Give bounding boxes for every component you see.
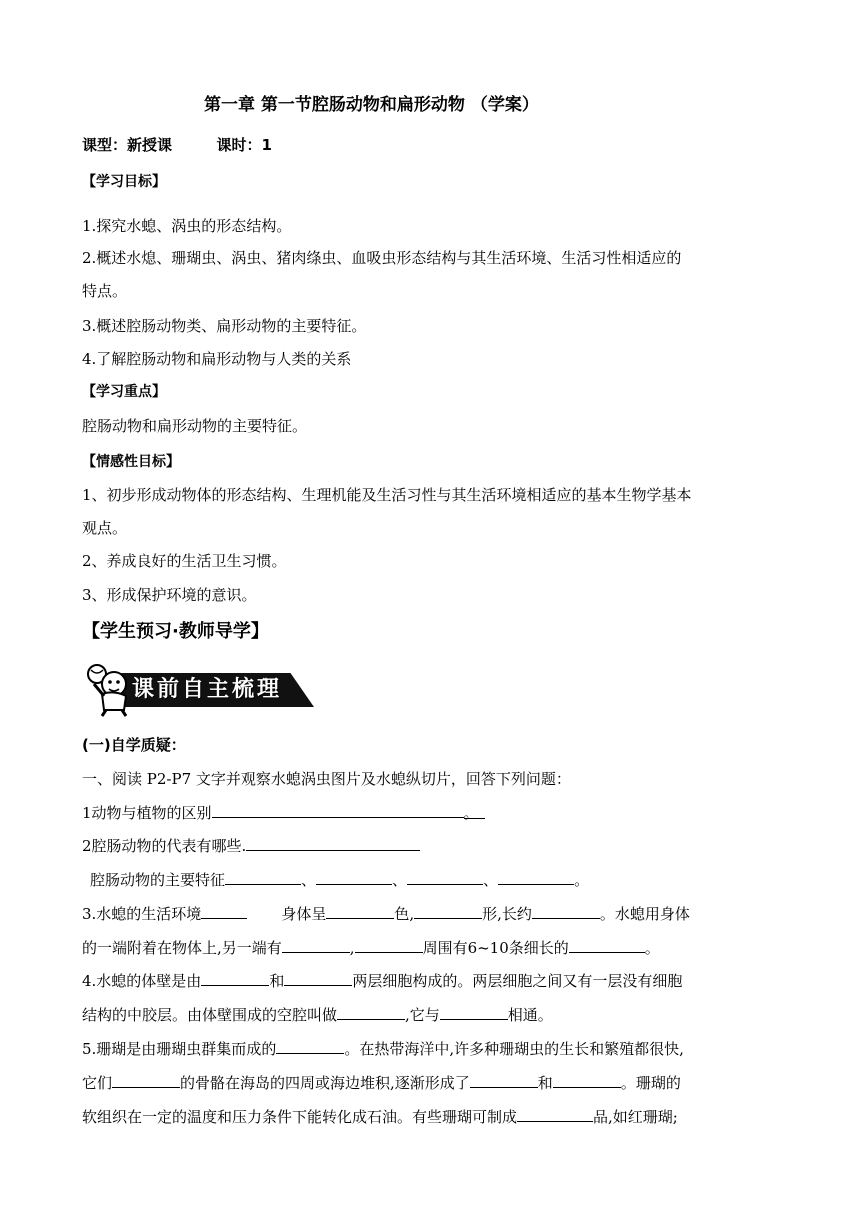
- question-text: 它们: [82, 1074, 113, 1092]
- question-4-line-2: [82, 1004, 553, 1025]
- answer-blank[interactable]: [569, 937, 645, 953]
- question-5-line-1: [82, 1038, 684, 1059]
- question-3-line-1: [82, 903, 690, 924]
- question-4-line-1: [82, 970, 682, 991]
- question-text: 结构的中胶层。由体壁围成的空腔叫做: [82, 1006, 338, 1024]
- question-text: 5.珊瑚是由珊瑚虫群集而成的: [82, 1040, 277, 1058]
- course-type: 课型：新授课: [82, 136, 173, 154]
- badge-label: 课前自主梳理: [132, 677, 283, 702]
- separator: 、: [301, 871, 317, 889]
- answer-blank-end: [463, 803, 485, 822]
- question-text: 。: [644, 939, 660, 957]
- question-text: 和: [269, 972, 285, 990]
- self-study-intro: 一、阅读 P2-P7 文字并观察水螅涡虫图片及水螅纵切片，回答下列问题：: [82, 770, 571, 788]
- answer-blank[interactable]: [212, 802, 464, 818]
- affective-item: 1、初步形成动物体的形态结构、生理机能及生活习性与其生活环境相适应的基本生物学基本: [82, 486, 692, 504]
- question-text: 色,: [394, 905, 415, 923]
- section-badge: [82, 660, 318, 718]
- answer-blank[interactable]: [316, 869, 392, 885]
- question-2: [82, 835, 420, 856]
- key-points-text: 腔肠动物和扁形动物的主要特征。: [82, 417, 308, 435]
- affective-item: 3、形成保护环境的意识。: [82, 586, 257, 604]
- question-1: [82, 802, 485, 823]
- self-study-heading: (一)自学质疑：: [82, 736, 186, 754]
- answer-blank[interactable]: [337, 1004, 405, 1020]
- question-5-line-2: [82, 1072, 681, 1093]
- question-text: 3.水螅的生活环境: [82, 905, 202, 923]
- objective-item: 3.概述腔肠动物类、扁形动物的主要特征。: [82, 317, 367, 335]
- question-text: 和: [537, 1074, 553, 1092]
- mascot-icon: [82, 660, 138, 718]
- objective-item: 特点。: [82, 282, 128, 300]
- answer-blank[interactable]: [414, 903, 482, 919]
- question-text: ,: [349, 939, 355, 957]
- objectives-heading: 【学习目标】: [82, 174, 166, 190]
- answer-blank[interactable]: [201, 970, 269, 986]
- question-text: 身体呈: [281, 905, 327, 923]
- question-text: 的骨骼在海岛的四周或海边堆积,逐渐形成了: [180, 1074, 470, 1092]
- affective-item: 观点。: [82, 519, 128, 537]
- answer-blank[interactable]: [440, 1004, 508, 1020]
- question-5-line-3: [82, 1106, 678, 1127]
- separator: 、: [483, 871, 499, 889]
- answer-blank[interactable]: [326, 903, 394, 919]
- affective-heading: 【情感性目标】: [82, 454, 180, 470]
- answer-blank[interactable]: [470, 1072, 538, 1088]
- answer-blank[interactable]: [276, 1038, 344, 1054]
- question-2b: [90, 869, 589, 890]
- question-text: 周围有6~10条细长的: [422, 939, 569, 957]
- question-text: 1动物与植物的区别: [82, 804, 212, 822]
- question-text: 。在热带海洋中,许多种珊瑚虫的生长和繁殖都很快,: [344, 1040, 684, 1058]
- question-text: 。珊瑚的: [620, 1074, 681, 1092]
- page-title: 第一章 第一节腔肠动物和扁形动物 （学案）: [204, 95, 539, 115]
- preview-heading: 【学生预习·教师导学】: [82, 621, 269, 642]
- question-text: 形,长约: [482, 905, 532, 923]
- answer-blank[interactable]: [284, 970, 352, 986]
- answer-blank[interactable]: [517, 1106, 593, 1122]
- separator: 。: [574, 871, 590, 889]
- course-info: [82, 135, 272, 155]
- key-points-heading: 【学习重点】: [82, 384, 166, 400]
- question-text: 2腔肠动物的代表有哪些.: [82, 837, 247, 855]
- question-text: ,它与: [405, 1006, 440, 1024]
- question-text: 腔肠动物的主要特征: [90, 871, 226, 889]
- answer-blank[interactable]: [553, 1072, 621, 1088]
- objective-item: 2.概述水熄、珊瑚虫、涡虫、猪肉绦虫、血吸虫形态结构与其生活环境、生活习性相适应的: [82, 249, 682, 267]
- question-text: 。: [463, 804, 479, 822]
- objective-item: 1.探究水螅、涡虫的形态结构。: [82, 217, 292, 235]
- answer-blank[interactable]: [246, 835, 420, 851]
- answer-blank[interactable]: [201, 903, 247, 919]
- answer-blank[interactable]: [355, 937, 423, 953]
- question-text: 两层细胞构成的。两层细胞之间又有一层没有细胞: [352, 972, 683, 990]
- answer-blank[interactable]: [282, 937, 350, 953]
- affective-item: 2、养成良好的生活卫生习惯。: [82, 552, 287, 570]
- question-text: 品,如红珊瑚;: [593, 1108, 678, 1126]
- objective-item: 4.了解腔肠动物和扁形动物与人类的关系: [82, 350, 352, 368]
- answer-blank[interactable]: [407, 869, 483, 885]
- answer-blank[interactable]: [112, 1072, 180, 1088]
- answer-blank[interactable]: [225, 869, 301, 885]
- question-3-line-2: [82, 937, 660, 958]
- answer-blank[interactable]: [498, 869, 574, 885]
- course-hours: 课时：1: [216, 136, 272, 154]
- separator: 、: [392, 871, 408, 889]
- question-text: 。水螅用身体: [599, 905, 690, 923]
- question-text: 软组织在一定的温度和压力条件下能转化成石油。有些珊瑚可制成: [82, 1108, 518, 1126]
- question-text: 相通。: [507, 1006, 553, 1024]
- question-text: 的一端附着在物体上,另一端有: [82, 939, 282, 957]
- answer-blank[interactable]: [532, 903, 600, 919]
- question-text: 4.水螅的体壁是由: [82, 972, 202, 990]
